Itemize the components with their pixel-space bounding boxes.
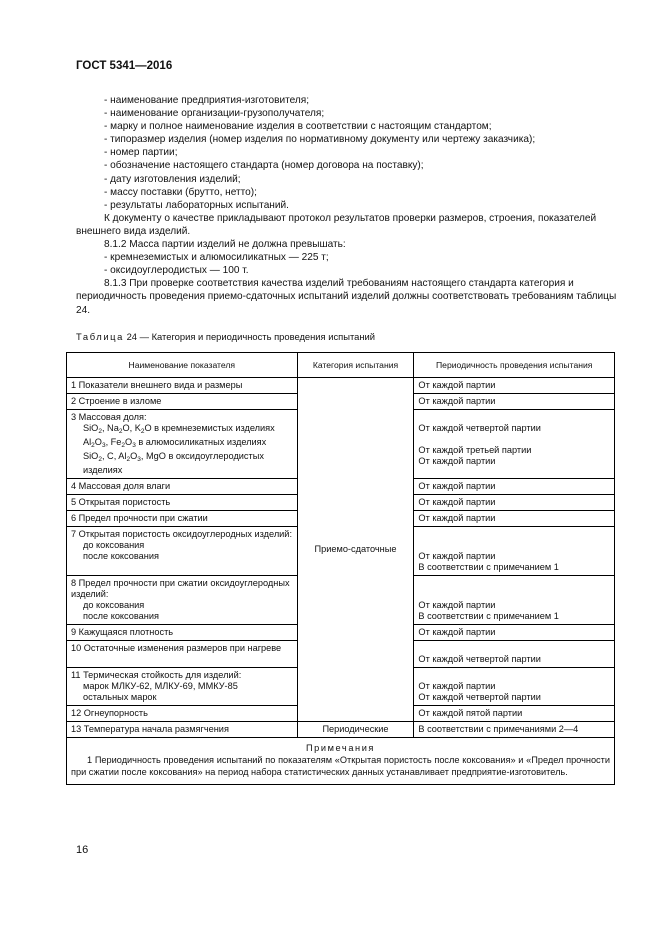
row-period: От каждой партии [414, 625, 615, 641]
list-item: - номер партии; [104, 147, 178, 159]
category-acceptance: Приемо-сдаточные [297, 378, 414, 722]
category-periodic: Периодические [297, 722, 414, 738]
list-item: - массу поставки (брутто, нетто); [104, 186, 257, 198]
table-caption-text: 24 — Категория и периодичность проведения испытаний [126, 331, 376, 342]
paragraph-8-1-2: 8.1.2 Масса партии изделий не должна превышать: [104, 239, 346, 251]
list-item: - результаты лабораторных испытаний. [104, 199, 289, 211]
row-period: От каждой партии [414, 479, 615, 495]
table-notes [67, 738, 615, 785]
main-text [76, 94, 618, 317]
table-caption [76, 331, 375, 342]
col-header-period: Периодичность проведения испытания [414, 353, 615, 378]
list-item: - типоразмер изделия (номер изделия по нормативному документу или чертежу заказчика); [104, 134, 536, 146]
col-header-category: Категория испытания [297, 353, 414, 378]
row-name-mass-fraction: 3 Массовая доля: SiO$_2$, $Na_2O$, $K_2O$ в кремнеземистых изделиях $Al_2O_3$, $Fe_2O_3$ в алюмосиликатных изделиях SiO$_2$, C, $Al_2O_3$, MgO в оксидоуглеродистых изделиях [67, 410, 298, 479]
row-period: От каждой пятой партии [414, 706, 615, 722]
row-period: От каждой партии В соответствии с примечанием 1 [414, 576, 615, 625]
notes-title: Примечания [305, 743, 376, 753]
row-name: 10 Остаточные изменения размеров при нагреве [67, 641, 298, 668]
test-table [66, 352, 615, 785]
row-name: 1 Показатели внешнего вида и размеры [67, 378, 298, 394]
document-header: ГОСТ 5341—2016 [76, 60, 173, 72]
row-period: От каждой партии [414, 394, 615, 410]
row-period: От каждой партии От каждой четвертой партии [414, 668, 615, 706]
row-name: 9 Кажущаяся плотность [67, 625, 298, 641]
row-period: От каждой партии В соответствии с примечанием 1 [414, 527, 615, 576]
row-name: 7 Открытая пористость оксидоуглеродных изделий: до коксования после коксования [67, 527, 298, 576]
mass-item: - оксидоуглеродистых — 100 т. [104, 265, 249, 277]
row-period: От каждой четвертой партии [414, 641, 615, 668]
page-number: 16 [76, 844, 89, 856]
list-item: - наименование предприятия-изготовителя; [104, 95, 310, 106]
mass-item: - кремнеземистых и алюмосиликатных — 225 т; [104, 252, 329, 264]
list-item: - марку и полное наименование изделия в соответствии с настоящим стандартом; [104, 121, 492, 133]
table-header-row [67, 353, 615, 378]
row-period: От каждой партии [414, 378, 615, 394]
table-row [67, 378, 615, 394]
paragraph-document: К документу о качестве прикладывают протокол результатов проверки размеров, строения, показателей внешнего вида изделий. [76, 212, 597, 237]
row-name: 6 Предел прочности при сжатии [67, 511, 298, 527]
row-name: 13 Температура начала размягчения [67, 722, 298, 738]
row-name: 8 Предел прочности при сжатии оксидоуглеродных изделий: до коксования после коксования [67, 576, 298, 625]
row-name: 4 Массовая доля влаги [67, 479, 298, 495]
row-name: 5 Открытая пористость [67, 495, 298, 511]
row-name: 2 Строение в изломе [67, 394, 298, 410]
row-period: В соответствии с примечаниями 2—4 [414, 722, 615, 738]
col-header-name: Наименование показателя [67, 353, 298, 378]
paragraph-8-1-3: 8.1.3 При проверке соответствия качества изделий требованиям настоящего стандарта категория и периодичность проведения приемо-сдаточных испытаний изделий должны соответствовать требованиям таблицы 24. [76, 278, 617, 316]
row-name: 11 Термическая стойкость для изделий: марок МЛКУ-62, МЛКУ-69, ММКУ-85 остальных марок [67, 668, 298, 706]
notes-row [67, 738, 615, 785]
table-row [67, 722, 615, 738]
list-item: - дату изготовления изделий; [104, 173, 241, 185]
list-item: - наименование организации-грузополучателя; [104, 108, 325, 120]
list-item: - обозначение настоящего стандарта (номер договора на поставку); [104, 160, 424, 172]
row-period: От каждой четвертой партии От каждой третьей партии От каждой партии [414, 410, 615, 479]
table-caption-label: Таблица [76, 331, 124, 342]
row-name: 12 Огнеупорность [67, 706, 298, 722]
row-period: От каждой партии [414, 495, 615, 511]
note-1: 1 Периодичность проведения испытаний по показателям «Открытая пористость после коксования» и «Предел прочности при сжатии после коксования» на период набора статистических данных устанавливает предприятие-изготовитель. [71, 755, 610, 777]
row-period: От каждой партии [414, 511, 615, 527]
